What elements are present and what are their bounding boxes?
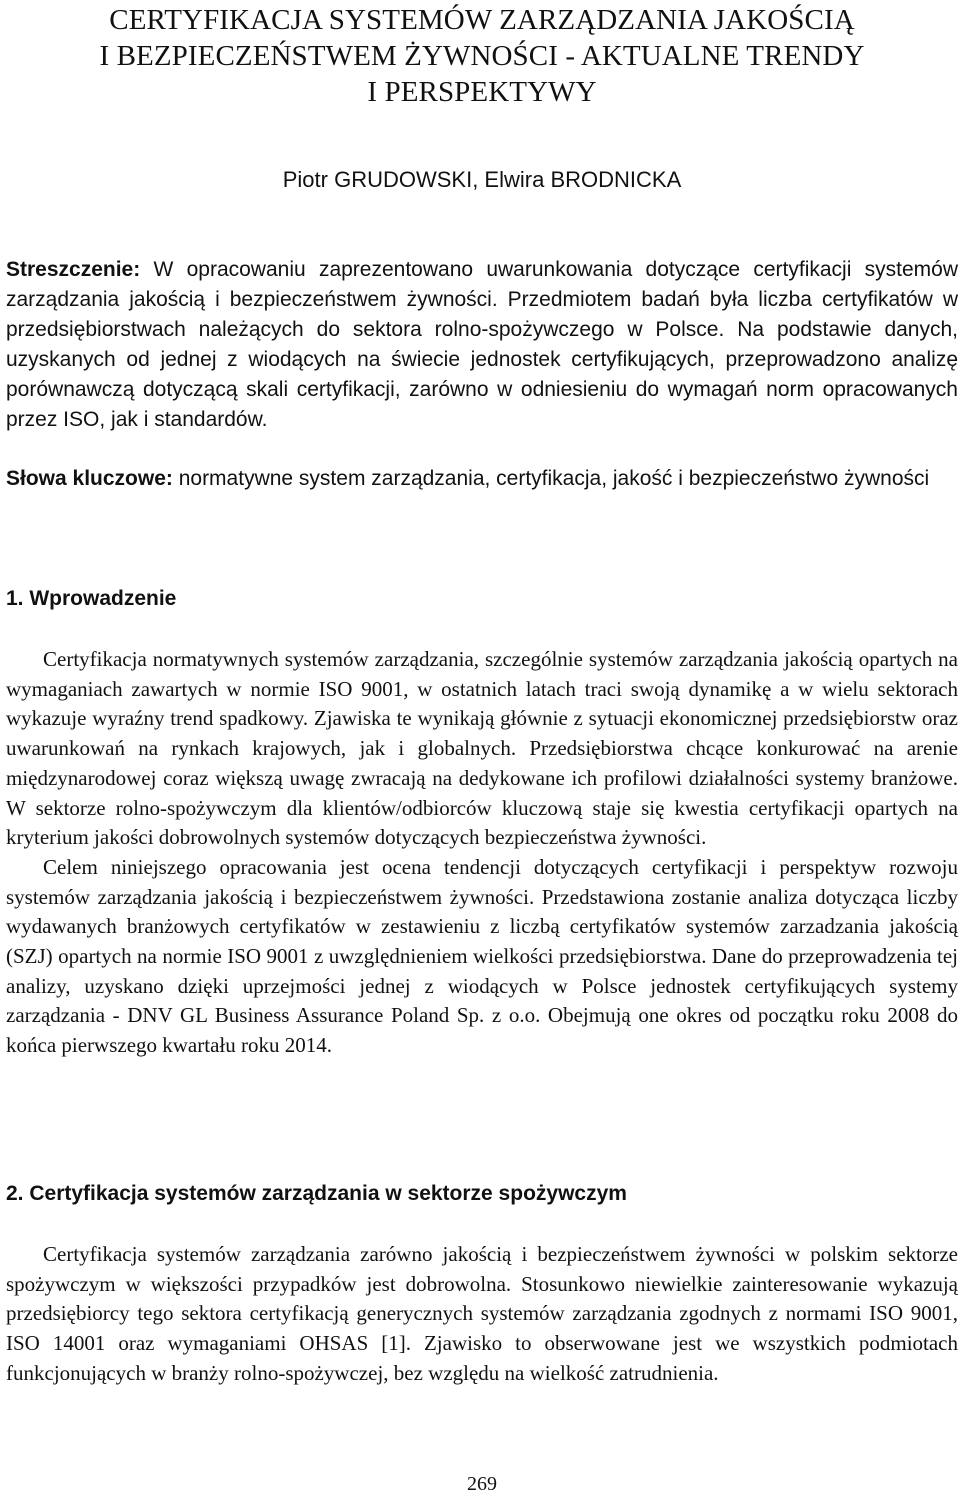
title-line-1: CERTYFIKACJA SYSTEMÓW ZARZĄDZANIA JAKOŚCIĄ [109,4,855,36]
abstract-label: Streszczenie: [6,258,141,281]
section-1-heading: 1. Wprowadzenie [6,587,177,610]
abstract-text: W opracowaniu zaprezentowano uwarunkowania dotyczące certyfikacji systemów zarządzania jakością i bezpieczeństwem żywności. Przedmiotem badań była liczba certyfikatów w przedsiębiorstwach należących do sektora rolno-spożywczego w Polsce. Na podstawie danych, uzyskanych od jednej z wiodących na świecie jednostek certyfikujących, przeprowadzono analizę porównawczą dotyczącą skali certyfikacji, zarówno w odniesieniu do wymagań norm opracowanych przez ISO, jak i standardów. [6,258,958,431]
abstract [6,255,958,435]
paper-title [6,2,958,110]
section-2-body [6,1240,958,1389]
title-line-2: I BEZPIECZEŃSTWEM ŻYWNOŚCI - AKTUALNE TRENDY [99,40,865,72]
title-line-3: I PERSPEKTYWY [367,76,597,108]
authors: Piotr GRUDOWSKI, Elwira BRODNICKA [282,167,682,192]
section-1-body [6,645,958,1061]
section-1-paragraph-2: Celem niniejszego opracowania jest ocena tendencji dotyczących certyfikacji i perspektyw rozwoju systemów zarządzania jakością i bezpieczeństwem żywności. Przedstawiona zostanie analiza dotycząca liczby wydawanych branżowych certyfikatów w zestawieniu z liczbą certyfikatów systemów zarzadzania jakością (SZJ) opartych na normie ISO 9001 z uwzględnieniem wielkości przedsiębiorstwa. Dane do przeprowadzenia tej analizy, uzyskano dzięki uprzejmości jednej z wiodących w Polsce jednostek certyfikujących systemy zarządzania - DNV GL Business Assurance Poland Sp. z o.o. Obejmują one okres od początku roku 2008 do końca pierwszego kwartału roku 2014. [6,854,958,1058]
section-2-paragraph-1: Certyfikacja systemów zarządzania zarówno jakością i bezpieczeństwem żywności w polskim sektorze spożywczym w większości przypadków jest dobrowolna. Stosunkowo niewielkie zainteresowanie wykazują przedsiębiorcy tego sektora certyfikacją generycznych systemów zarządzania zgodnych z normami ISO 9001, ISO 14001 oraz wymaganiami OHSAS [1]. Zjawisko to obserwowane jest we wszystkich podmiotach funkcjonujących w branży rolno-spożywczej, bez względu na wielkość zatrudnienia. [6,1242,958,1385]
section-1-paragraph-1: Certyfikacja normatywnych systemów zarządzania, szczególnie systemów zarządzania jakością opartych na wymaganiach zawartych w normie ISO 9001, w ostatnich latach traci swoją dynamikę a w wielu sektorach wykazuje wyraźny trend spadkowy. Zjawiska te wynikają głównie z sytuacji ekonomicznej przedsiębiorstw oraz uwarunkowań na rynkach krajowych, jak i globalnych. Przedsiębiorstwa chcące konkurować na arenie międzynarodowej coraz większą uwagę zwracają na dedykowane ich profilowi działalności systemy branżowe. W sektorze rolno-spożywczym dla klientów/odbiorców kluczową staje się kwestia certyfikacji opartych na kryterium jakości dobrowolnych systemów dotyczących bezpieczeństwa żywności. [6,647,958,850]
keywords [6,464,958,494]
keywords-label: Słowa kluczowe: [6,467,173,490]
section-2-heading: 2. Certyfikacja systemów zarządzania w sektorze spożywczym [6,1182,627,1205]
keywords-text: normatywne system zarządzania, certyfikacja, jakość i bezpieczeństwo żywności [172,467,930,490]
page-number: 269 [467,1473,497,1495]
